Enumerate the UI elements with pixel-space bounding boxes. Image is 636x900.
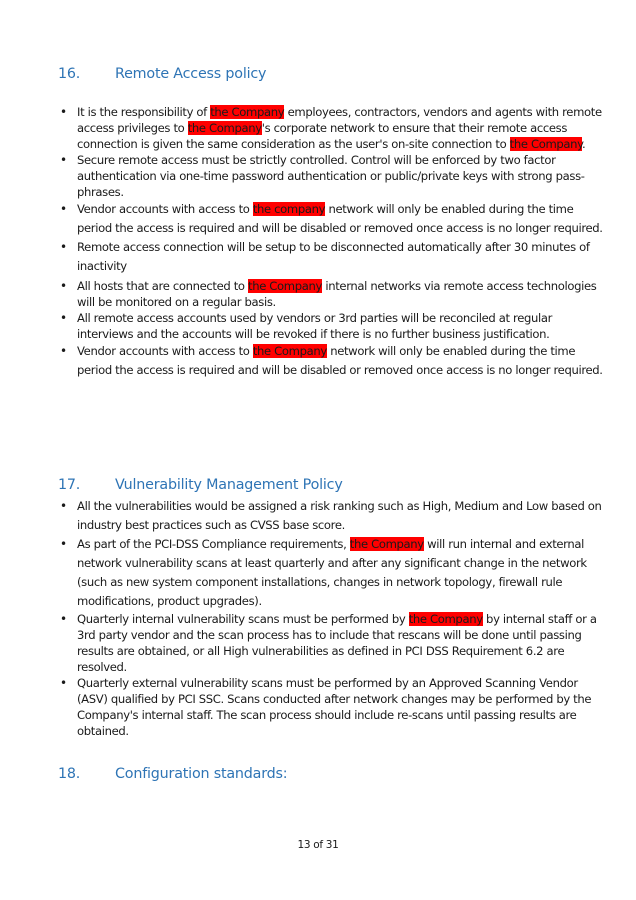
- remote-access-bullet-list: [58, 104, 603, 380]
- list-item: • Vendor accounts with access to the company network will only be enabled during the time period the access is required and will be disabled or removed once access is no longer required.: [58, 200, 603, 238]
- redacted-highlight: the Company: [252, 344, 327, 358]
- section-title: Remote Access policy: [115, 66, 267, 82]
- redacted-highlight: the company: [252, 202, 326, 216]
- list-item: • All the vulnerabilities would be assigned a risk ranking such as High, Medium and Low based on industry best practices such as CVSS base score.: [58, 497, 603, 535]
- section-number: 18.: [58, 766, 81, 782]
- section-heading-16: [58, 66, 266, 82]
- redacted-highlight: the Company: [408, 612, 483, 626]
- redacted-highlight: the Company: [187, 121, 262, 135]
- list-item: • Secure remote access must be strictly controlled. Control will be enforced by two factor authentication via one-time password authentication or public/private keys with strong pass-phrases.: [58, 152, 603, 200]
- list-item: • Vendor accounts with access to the Company network will only be enabled during the time period the access is required and will be disabled or removed once access is no longer required.: [58, 342, 603, 380]
- section-heading-18: [58, 766, 287, 782]
- list-item: • Quarterly internal vulnerability scans must be performed by the Company by internal staff or a 3rd party vendor and the scan process has to include that rescans will be done until passing results are obtained, or all High vulnerabilities as defined in PCI DSS Requirement 6.2 are resolved.: [58, 611, 603, 675]
- list-item: • Quarterly external vulnerability scans must be performed by an Approved Scanning Vendor (ASV) qualified by PCI SSC. Scans conducted after network changes may be performed by the Company's internal staff. The scan process should include re-scans until passing results are obtained.: [58, 675, 603, 739]
- redacted-highlight: the Company: [210, 105, 285, 119]
- list-item: • All remote access accounts used by vendors or 3rd parties will be reconciled at regular interviews and the accounts will be revoked if there is no further business justification.: [58, 310, 603, 342]
- section-number: 17.: [58, 477, 81, 493]
- list-item: • It is the responsibility of the Company employees, contractors, vendors and agents with remote access privileges to the Company's corporate network to ensure that their remote access connection is given the same consideration as the user's on-site connection to the Company.: [58, 104, 603, 152]
- page-number-footer: 13 of 31: [297, 839, 339, 851]
- vulnerability-bullet-list: [58, 497, 603, 739]
- section-title: Vulnerability Management Policy: [115, 477, 343, 493]
- list-item: • As part of the PCI-DSS Compliance requirements, the Company will run internal and external network vulnerability scans at least quarterly and after any significant change in the network (such as new system component installations, changes in network topology, firewall rule modifications, product upgrades).: [58, 535, 603, 611]
- list-item: • Remote access connection will be setup to be disconnected automatically after 30 minutes of inactivity: [58, 238, 603, 276]
- redacted-highlight: the Company: [509, 137, 583, 151]
- section-heading-17: [58, 477, 343, 493]
- redacted-highlight: the Company: [349, 537, 424, 551]
- list-item: • All hosts that are connected to the Company internal networks via remote access technologies will be monitored on a regular basis.: [58, 278, 603, 310]
- section-number: 16.: [58, 66, 81, 82]
- section-title: Configuration standards:: [115, 766, 288, 782]
- redacted-highlight: the Company: [248, 279, 323, 293]
